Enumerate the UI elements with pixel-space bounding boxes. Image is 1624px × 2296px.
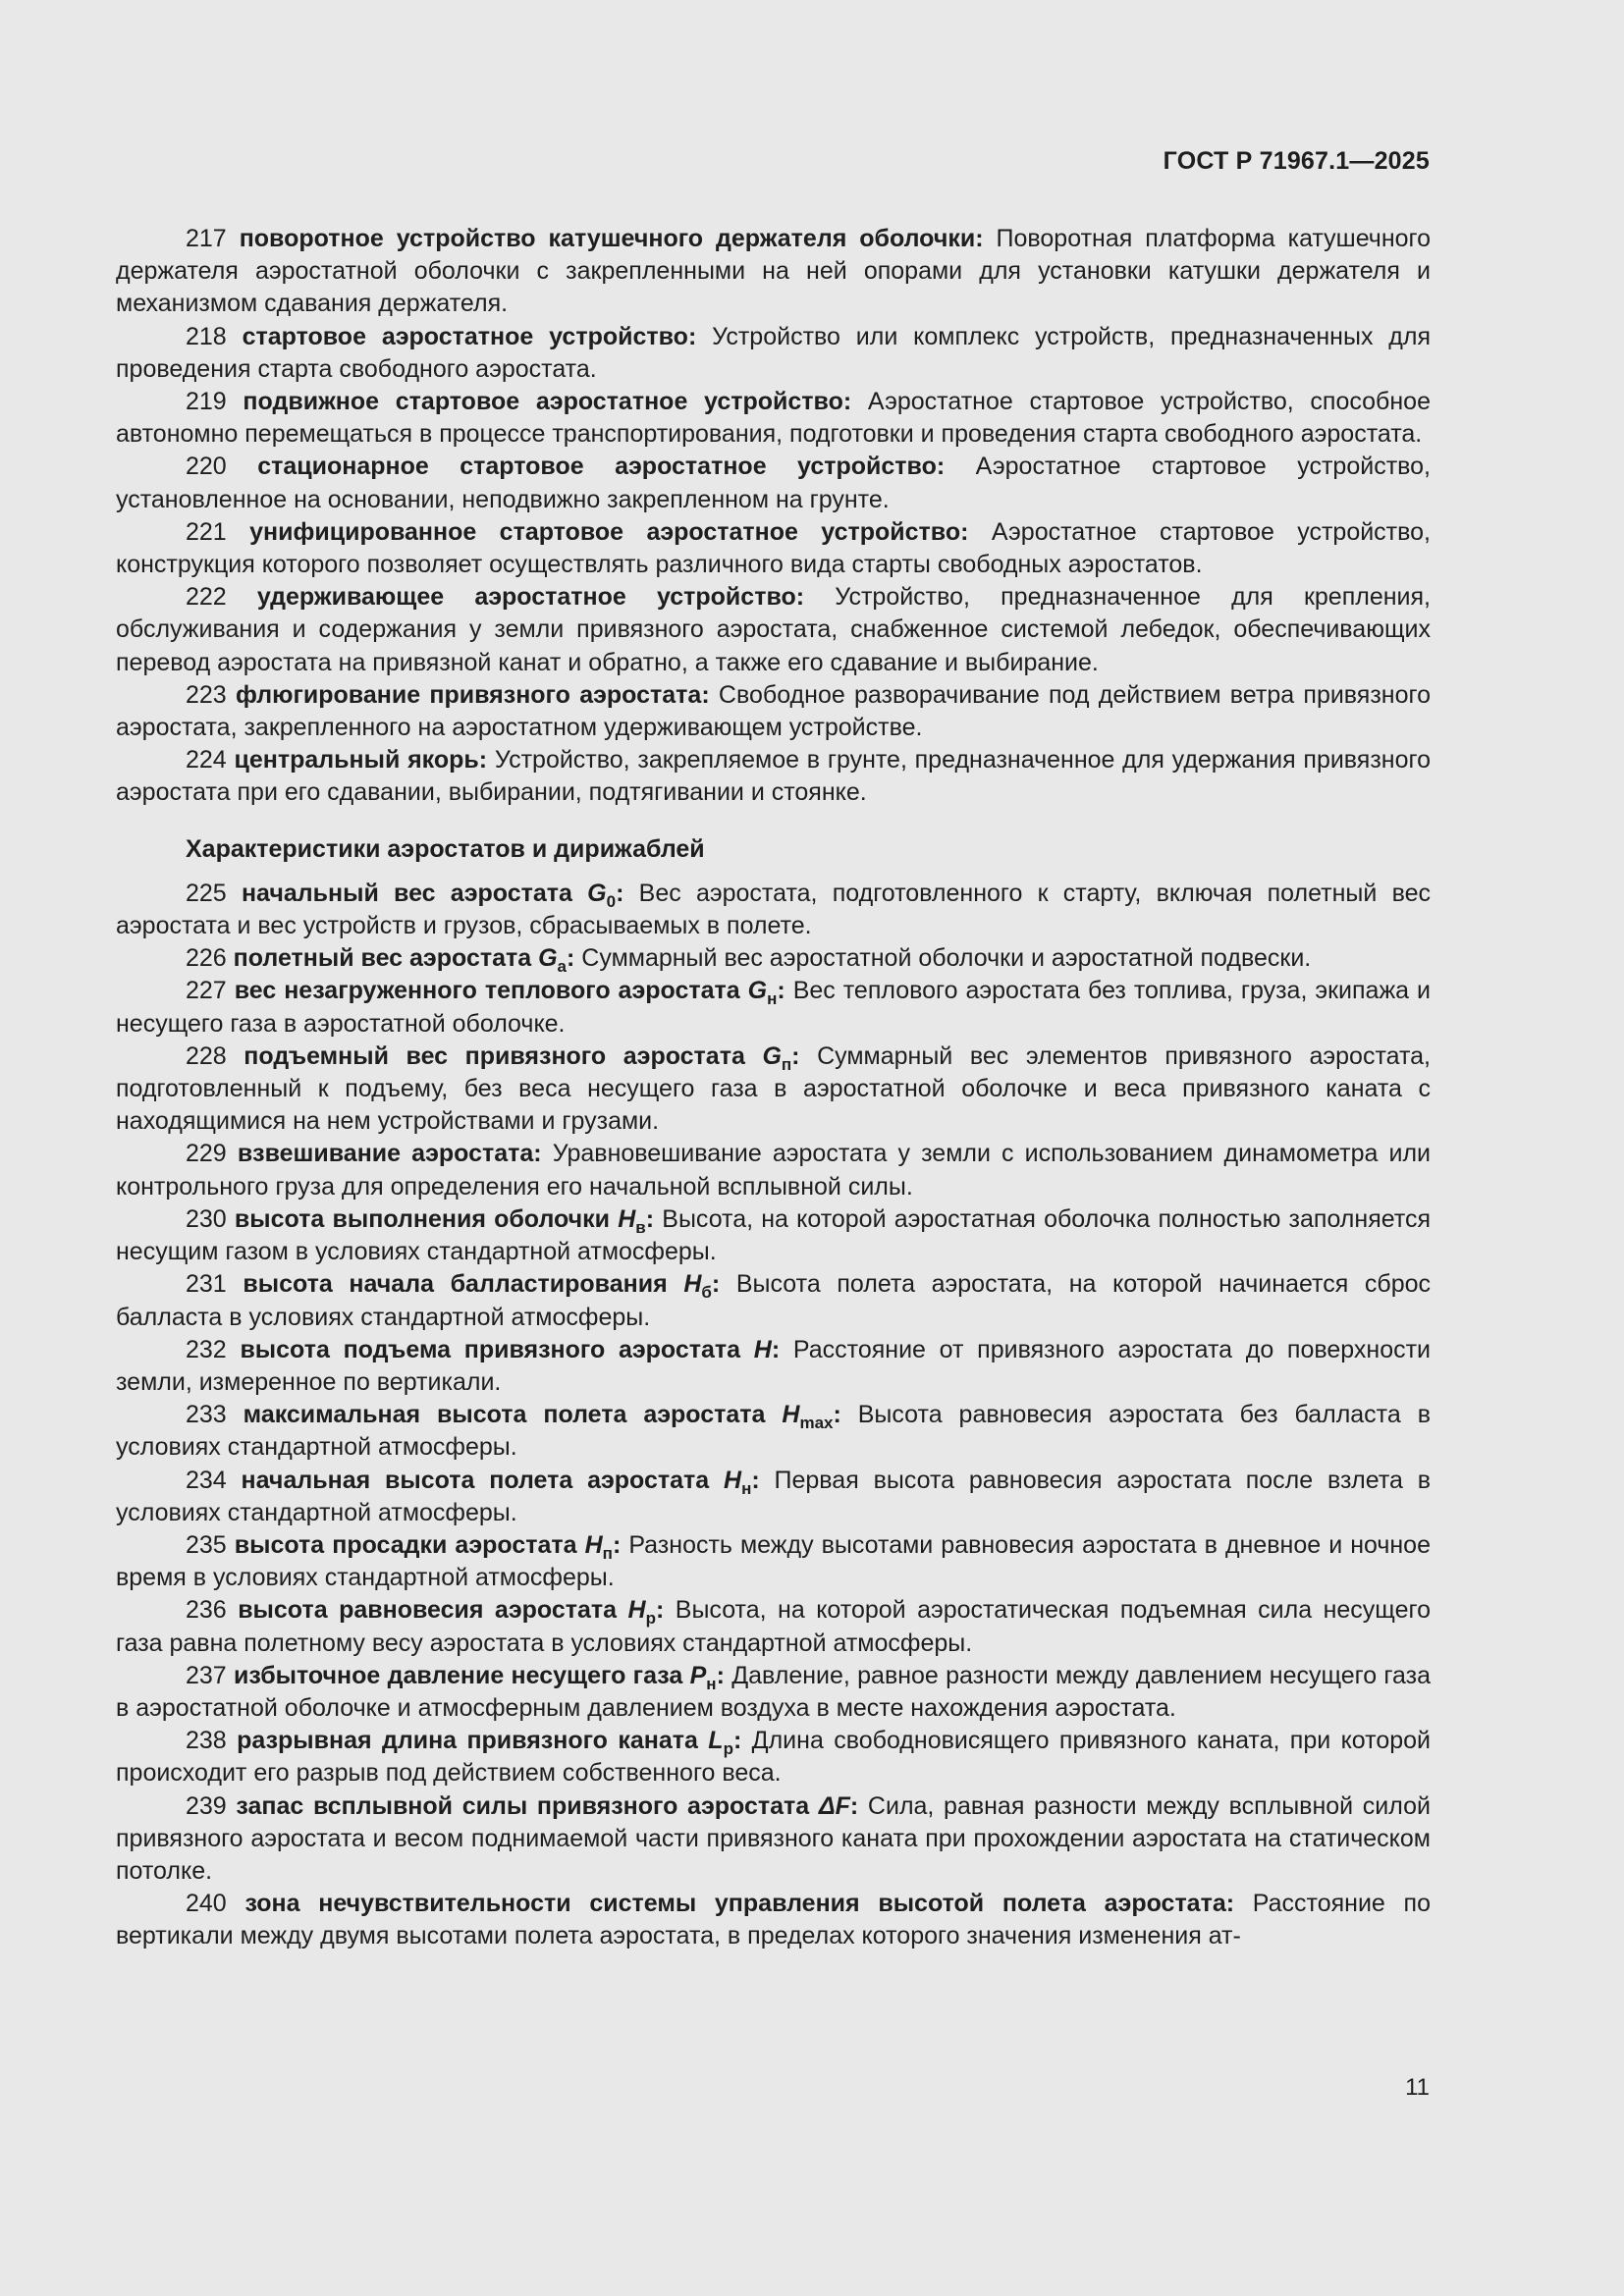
term-symbol — [538, 944, 568, 977]
term-symbol — [819, 1792, 850, 1820]
term-definition: Высота полета аэростата, на которой начинается сброс балласта в условиях стандартной атмосферы. — [116, 1270, 1432, 1331]
term-entry — [116, 1790, 1431, 1889]
term-entry — [116, 1594, 1431, 1659]
term-number: 228 — [186, 1041, 227, 1070]
term-colon: : — [791, 1041, 800, 1070]
term-definition: Высота равновесия аэростата без балласта в условиях стандартной атмосферы. — [116, 1401, 1431, 1462]
term-definition: Длина свободновисящего привязного каната, при которой происходит его разрыв под действием собственного веса. — [116, 1727, 1431, 1788]
term-entry — [116, 942, 1431, 975]
symbol-letter: G — [538, 944, 558, 973]
term-colon: : — [533, 1140, 542, 1168]
term-symbol — [689, 1661, 717, 1693]
symbol-letter: H — [753, 1335, 772, 1363]
symbol-subscript: в — [635, 1217, 646, 1237]
term-colon: : — [612, 1530, 622, 1559]
term-definition: Первая высота равновесия аэростата после взлета в условиях стандартной атмосферы. — [116, 1466, 1432, 1526]
term-entry — [116, 1203, 1431, 1268]
term-number: 225 — [186, 879, 227, 907]
symbol-subscript: н — [741, 1478, 752, 1498]
term-colon: : — [711, 1270, 721, 1299]
term-definition: Поворотная платформа катушечного держателя аэростатной оболочки с закрепленными на ней опорами для установки катушки держателя и механизмом сдавания держателя. — [116, 225, 1431, 318]
symbol-subscript: б — [701, 1283, 712, 1303]
term-colon: : — [645, 1204, 655, 1233]
term-number: 222 — [186, 583, 227, 612]
term-number: 229 — [186, 1140, 227, 1168]
term-number: 219 — [186, 388, 227, 416]
term-definition: Высота, на которой аэростатическая подъемная сила несущего газа равна полетному весу аэростата в условиях стандартной атмосферы. — [116, 1596, 1431, 1657]
term-number: 239 — [186, 1791, 227, 1820]
symbol-letter: P — [689, 1661, 707, 1689]
term-entry — [116, 321, 1431, 386]
term-definition: Давление, равное разности между давлением несущего газа в аэростатной оболочке и атмосферным давлением воздуха в месте нахождения аэростата. — [116, 1661, 1431, 1722]
symbol-letter: H — [627, 1596, 646, 1625]
term-number: 223 — [186, 680, 227, 709]
term-definition: Устройство, закрепляемое в грунте, предназначенное для удержания привязного аэростата при его сдавании, выбирании, подтягивании и стоянке. — [116, 746, 1431, 807]
term-entry — [116, 1725, 1431, 1789]
term-entry — [116, 386, 1431, 451]
term-entry — [116, 1660, 1431, 1725]
term-name: высота выполнения оболочки — [234, 1204, 611, 1233]
symbol-letter: ΔF — [818, 1791, 850, 1820]
term-colon: : — [716, 1661, 725, 1689]
term-definition: Вес аэростата, подготовленного к старту, включая полетный вес аэростата и вес устройств и грузов, сбрасываемых в полете. — [116, 879, 1431, 940]
symbol-subscript: р — [645, 1609, 656, 1629]
term-name: удерживающее аэростатное устройство — [256, 583, 796, 612]
term-entry — [116, 1334, 1431, 1399]
term-colon: : — [701, 680, 710, 709]
term-definition: Расстояние по вертикали между двумя высотами полета аэростата, в пределах которого значения изменения ат- — [116, 1890, 1431, 1950]
symbol-letter: H — [683, 1270, 702, 1299]
term-symbol — [724, 1466, 752, 1498]
term-symbol — [627, 1596, 656, 1629]
term-entry — [116, 1888, 1431, 1952]
term-definition: Аэростатное стартовое устройство, конструкция которого позволяет осуществлять различного вида старты свободных аэростатов. — [116, 517, 1431, 579]
term-colon: : — [795, 583, 805, 612]
term-name: подъемный вес привязного аэростата — [244, 1041, 745, 1070]
term-name: высота начала балластирования — [243, 1270, 668, 1299]
term-symbol — [754, 1336, 772, 1363]
term-name: вес незагруженного теплового аэростата — [234, 977, 740, 1005]
term-name: стационарное стартовое аэростатное устройство — [257, 453, 937, 481]
term-number: 231 — [186, 1270, 227, 1299]
term-colon: : — [687, 322, 697, 350]
term-colon: : — [833, 1401, 841, 1429]
terms-content — [116, 223, 1431, 1953]
term-name: избыточное давление несущего газа — [234, 1661, 683, 1689]
symbol-subscript: р — [723, 1739, 733, 1759]
term-name: запас всплывной силы привязного аэростата — [236, 1791, 810, 1820]
term-colon: : — [567, 944, 575, 973]
symbol-subscript: 0 — [606, 891, 617, 911]
section-title: Характеристики аэростатов и дирижаблей — [186, 834, 705, 863]
term-definition: Устройство или комплекс устройств, предназначенных для проведения старта свободного аэростата. — [116, 322, 1432, 383]
term-symbol — [708, 1727, 733, 1759]
term-number: 238 — [186, 1727, 227, 1755]
symbol-subscript: а — [557, 957, 568, 977]
term-number: 218 — [186, 322, 227, 350]
term-number: 221 — [186, 517, 227, 546]
symbol-letter: L — [708, 1727, 724, 1755]
term-colon: : — [849, 1791, 859, 1820]
term-number: 220 — [186, 453, 227, 481]
term-colon: : — [777, 977, 785, 1005]
symbol-letter: H — [724, 1466, 742, 1494]
term-number: 232 — [186, 1335, 227, 1363]
term-definition: Сила, равная разности между всплывной силой привязного аэростата и весом поднимаемой части привязного каната при прохождении аэростата на статическом потолке. — [116, 1791, 1432, 1885]
term-name: зона нечувствительности системы управления высотой полета аэростата — [244, 1890, 1226, 1918]
symbol-subscript: н — [706, 1674, 717, 1693]
term-colon: : — [975, 225, 984, 252]
symbol-letter: H — [618, 1204, 636, 1233]
term-definition: Разность между высотами равновесия аэростата в дневное и ночное время в условиях стандартной атмосферы. — [116, 1530, 1431, 1592]
term-definition: Высота, на которой аэростатная оболочка полностью заполняется несущим газом в условиях стандартной атмосферы. — [116, 1204, 1432, 1266]
page-number: 11 — [1405, 2074, 1430, 2101]
term-number: 230 — [186, 1204, 227, 1233]
term-name: высота просадки аэростата — [234, 1530, 577, 1559]
term-number: 234 — [186, 1466, 227, 1494]
term-name: центральный якорь — [234, 746, 479, 774]
term-number: 226 — [186, 944, 227, 973]
symbol-subscript: max — [799, 1414, 834, 1433]
symbol-letter: H — [584, 1530, 603, 1559]
term-symbol — [587, 879, 617, 911]
term-definition: Суммарный вес аэростатной оболочки и аэростатной подвески. — [581, 944, 1312, 973]
term-colon: : — [842, 388, 852, 416]
term-symbol — [782, 1401, 834, 1433]
term-symbol — [762, 1041, 792, 1074]
symbol-letter: G — [587, 879, 607, 907]
term-entry — [116, 1399, 1431, 1464]
term-name: стартовое аэростатное устройство — [242, 322, 688, 350]
term-entry — [116, 744, 1431, 809]
term-colon: : — [478, 746, 488, 774]
terms-list-characteristics — [116, 878, 1431, 1953]
term-number: 240 — [186, 1890, 227, 1918]
term-name: полетный вес аэростата — [233, 944, 532, 973]
term-number: 227 — [186, 977, 227, 1005]
term-definition: Расстояние от привязного аэростата до поверхности земли, измеренное по вертикали. — [116, 1335, 1432, 1396]
term-name: флюгирование привязного аэростата — [236, 680, 702, 709]
term-name: начальный вес аэростата — [241, 879, 572, 907]
symbol-letter: G — [747, 977, 768, 1005]
term-colon: : — [655, 1596, 665, 1625]
term-number: 224 — [186, 746, 227, 774]
term-colon: : — [936, 453, 946, 481]
term-definition: Устройство, предназначенное для крепления, обслуживания и содержания у земли привязного аэростата, снабженное системой лебедок, обеспечивающих перевод аэростата на привязной канат и обратно, а также его сдавание и выбирание. — [116, 583, 1431, 676]
term-entry — [116, 223, 1431, 321]
term-entry — [116, 1268, 1431, 1333]
term-name: разрывная длина привязного каната — [237, 1727, 698, 1755]
term-symbol — [618, 1204, 646, 1237]
symbol-letter: G — [762, 1041, 782, 1070]
term-name: взвешивание аэростата — [237, 1140, 534, 1168]
term-definition: Аэростатное стартовое устройство, установленное на основании, неподвижно закрепленном на грунте. — [116, 453, 1431, 513]
term-name: унифицированное стартовое аэростатное устройство — [249, 517, 961, 546]
term-entry — [116, 451, 1431, 515]
term-colon: : — [616, 879, 624, 907]
term-colon: : — [960, 517, 969, 546]
term-entry — [116, 1529, 1431, 1594]
term-number: 237 — [186, 1661, 227, 1689]
term-definition: Уравновешивание аэростата у земли с использованием динамометра или контрольного груза для определения его начальной всплывной силы. — [116, 1140, 1431, 1201]
terms-list-launch-devices — [116, 223, 1431, 810]
term-entry — [116, 679, 1431, 744]
term-definition: Аэростатное стартовое устройство, способное автономно перемещаться в процессе транспортирования, подготовки и проведения старта свободного аэростата. — [116, 388, 1431, 449]
term-name: высота подъема привязного аэростата — [240, 1335, 741, 1363]
term-entry — [116, 975, 1431, 1040]
term-symbol — [683, 1270, 712, 1303]
term-entry — [116, 1138, 1431, 1202]
term-name: начальная высота полета аэростата — [241, 1466, 710, 1494]
term-definition: Свободное разворачивание под действием ветра привязного аэростата, закрепленного на аэростатном удерживающем устройстве. — [116, 680, 1431, 742]
term-number: 233 — [186, 1401, 227, 1429]
term-definition: Суммарный вес элементов привязного аэростата, подготовленный к подъему, без веса несущего газа в аэростатной оболочке и веса привязного каната с находящимися на нем устройствами и грузами. — [116, 1041, 1432, 1136]
term-colon: : — [1225, 1890, 1235, 1918]
symbol-subscript: п — [781, 1054, 792, 1074]
term-colon: : — [751, 1466, 760, 1494]
term-colon: : — [771, 1335, 781, 1363]
term-name: высота равновесия аэростата — [238, 1596, 618, 1625]
term-name: поворотное устройство катушечного держателя оболочки — [239, 225, 976, 252]
term-name: максимальная высота полета аэростата — [243, 1401, 766, 1429]
term-colon: : — [732, 1727, 742, 1755]
term-symbol — [747, 977, 778, 1009]
term-entry — [116, 1465, 1431, 1529]
term-number: 236 — [186, 1596, 227, 1625]
symbol-letter: H — [782, 1401, 800, 1429]
term-number: 217 — [186, 225, 227, 252]
term-entry — [116, 878, 1431, 942]
standard-header: ГОСТ Р 71967.1—2025 — [1163, 147, 1430, 175]
term-entry — [116, 581, 1431, 679]
term-entry — [116, 1041, 1431, 1139]
term-definition: Вес теплового аэростата без топлива, груза, экипажа и несущего газа в аэростатной оболочке. — [116, 977, 1432, 1038]
term-entry — [116, 516, 1431, 581]
symbol-subscript: п — [602, 1543, 613, 1563]
term-number: 235 — [186, 1530, 227, 1559]
symbol-subscript: н — [767, 989, 778, 1009]
term-symbol — [584, 1530, 613, 1563]
term-name: подвижное стартовое аэростатное устройство — [243, 388, 843, 416]
